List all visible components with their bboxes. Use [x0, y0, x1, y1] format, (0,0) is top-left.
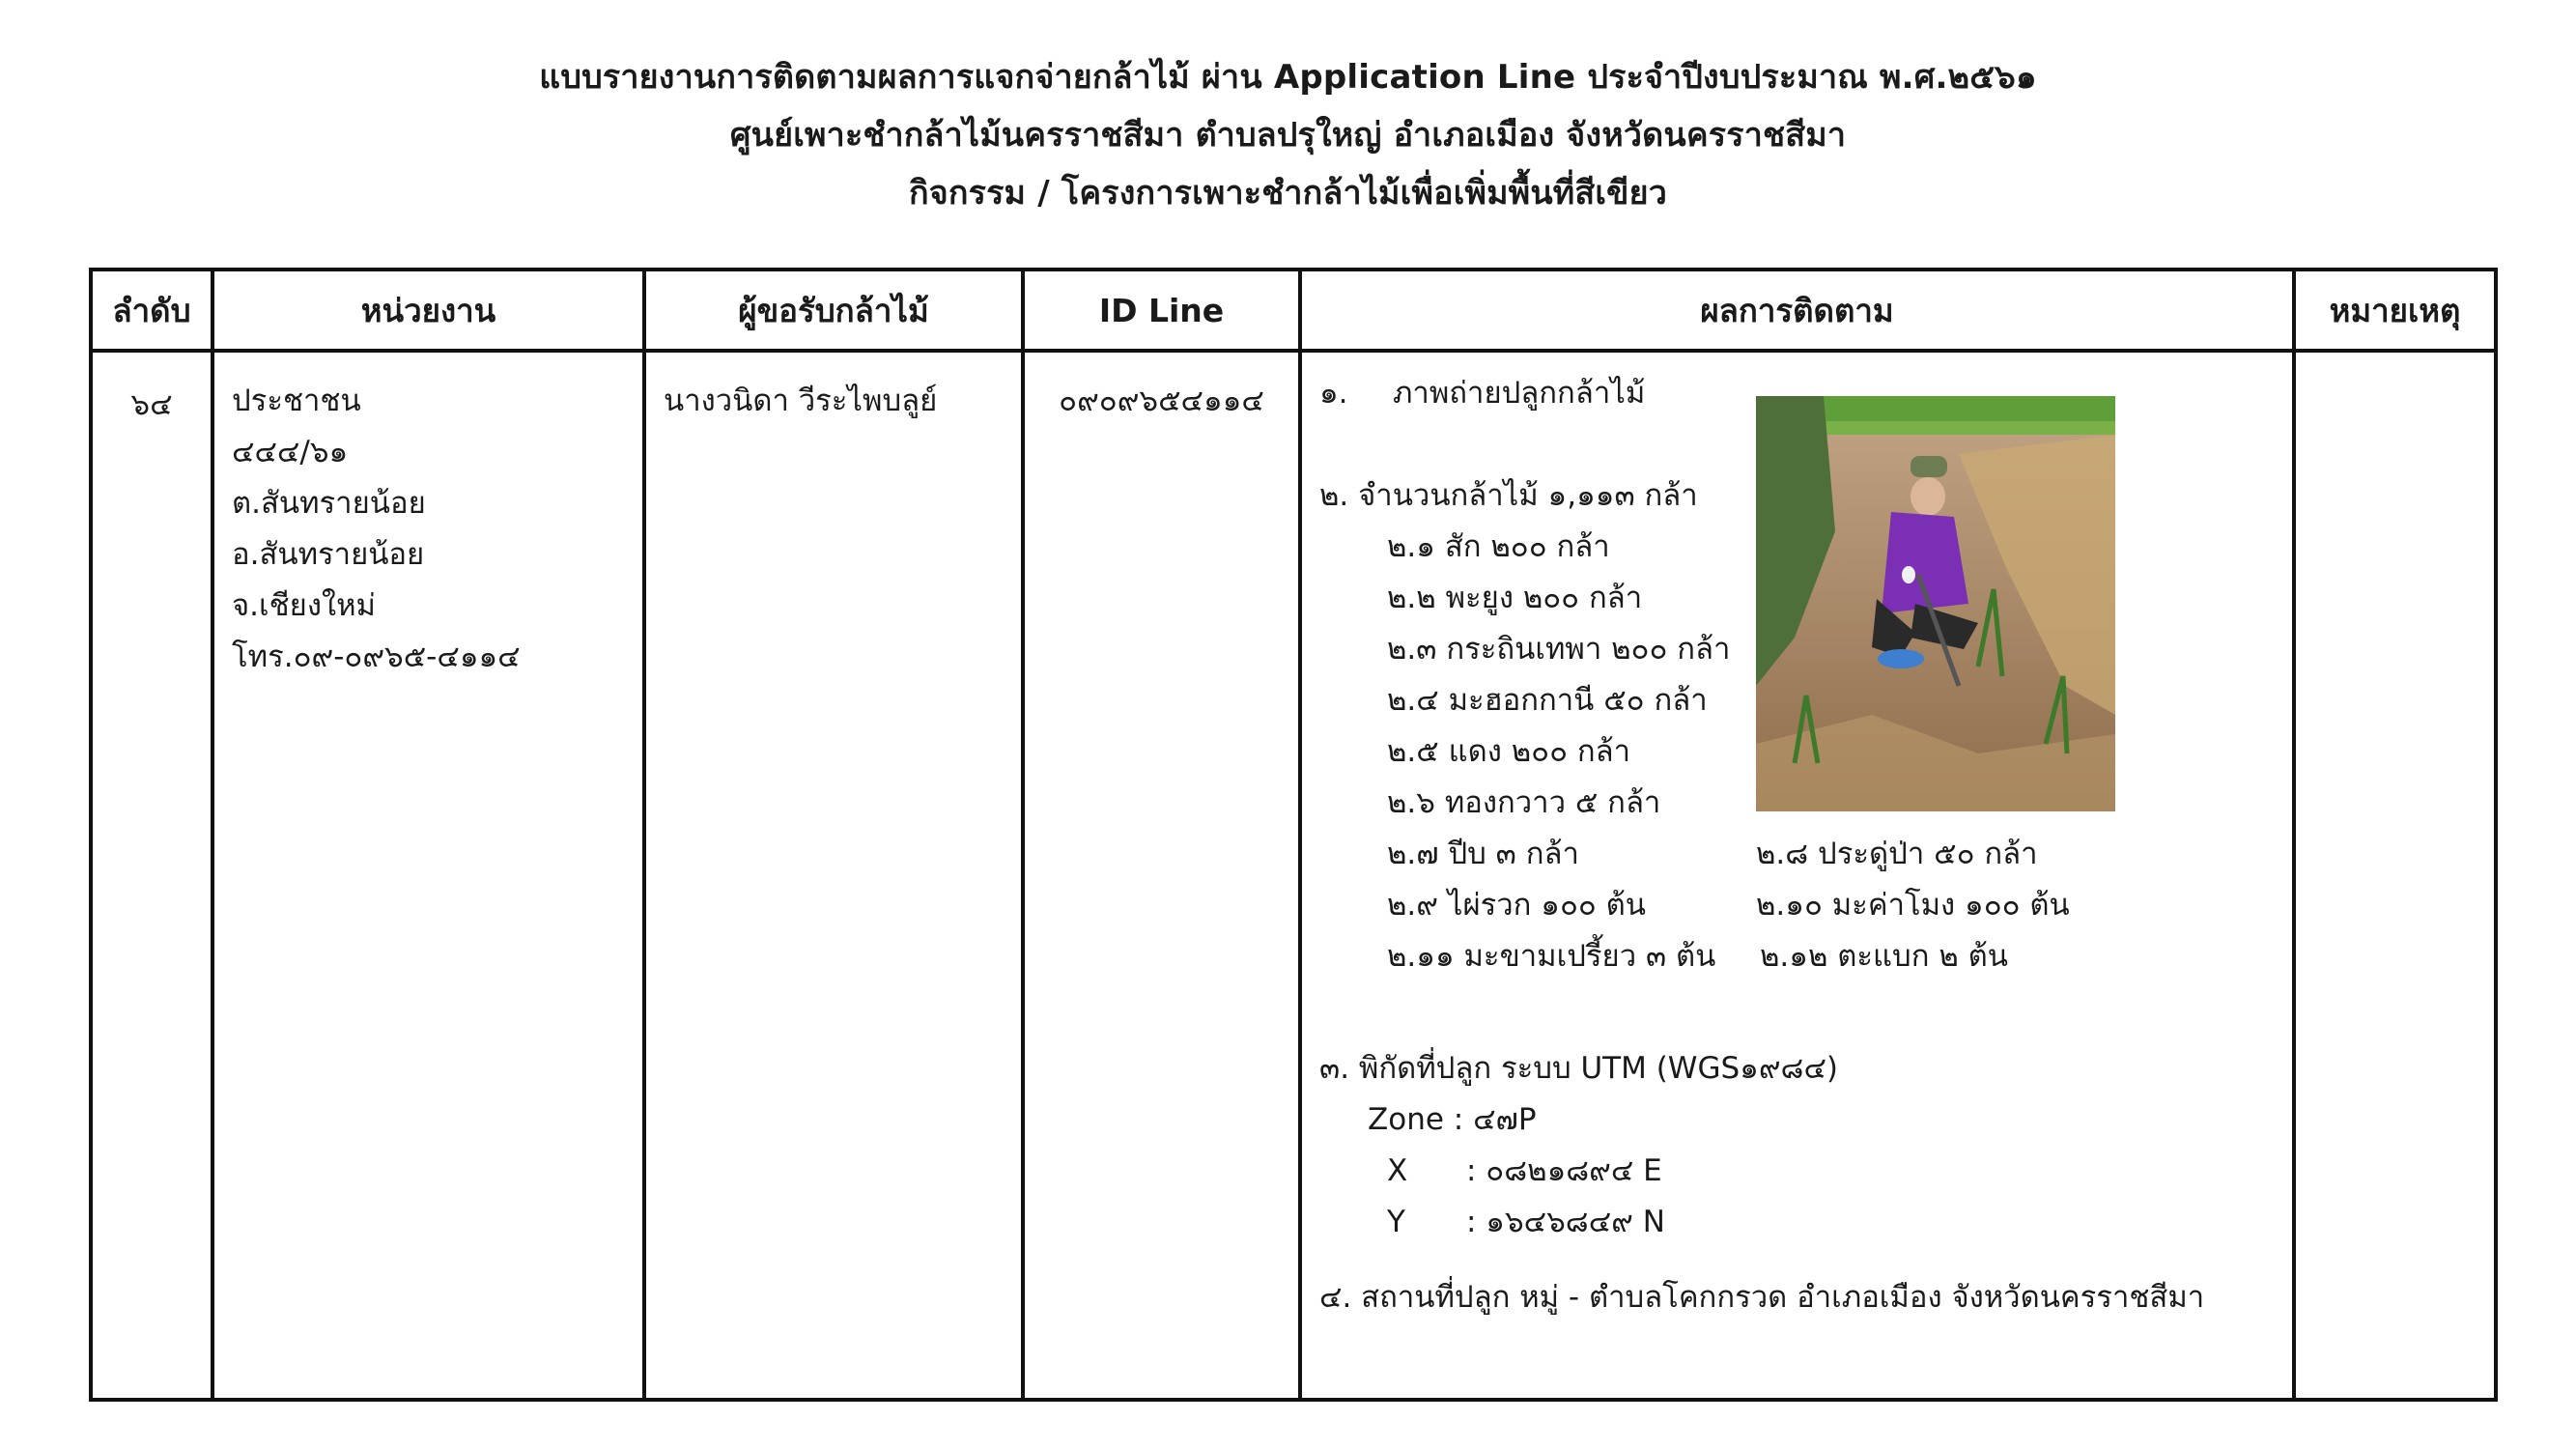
- utm-y-value: : ๑๖๔๖๘๔๙ N: [1466, 1205, 1665, 1239]
- cell-agency: [212, 351, 644, 1400]
- utm-y-label: Y: [1387, 1205, 1405, 1239]
- species-line: ๒.๙ ไผ่รวก ๑๐๐ ต้น: [1387, 888, 1646, 923]
- report-subtitle-center: ศูนย์เพาะชำกล้าไม้นครราชสีมา ตำบลปรุใหญ่ อำเภอเมือง จังหวัดนครราชสีมา: [729, 116, 1847, 155]
- species-line: ๒.๖ ทองกวาว ๕ กล้า: [1387, 785, 1661, 820]
- agency-phone: โทร.๐๙-๐๙๖๕-๔๑๑๔: [232, 639, 521, 674]
- agency-line: ประชาชน: [232, 384, 361, 418]
- utm-zone: Zone : ๔๗P: [1368, 1102, 1537, 1137]
- utm-x-value: : ๐๘๒๑๘๙๔ E: [1466, 1153, 1662, 1188]
- col-header-recipient: ผู้ขอรับกล้าไม้: [644, 270, 1023, 351]
- species-line: ๒.๕ แดง ๒๐๐ กล้า: [1387, 734, 1631, 769]
- col-header-agency: หน่วยงาน: [212, 270, 644, 351]
- cell-id-line: [1023, 351, 1300, 1400]
- result-item1-num: ๑.: [1319, 376, 1348, 411]
- col-header-id-line: ID Line: [1023, 270, 1300, 351]
- species-line: ๒.๗ ปีบ ๓ กล้า: [1387, 837, 1579, 871]
- agency-line: จ.เชียงใหม่: [232, 588, 376, 623]
- table-row: [91, 351, 2496, 1400]
- result-item4-location: ๔. สถานที่ปลูก หมู่ - ตำบลโคกกรวด อำเภอเมือง จังหวัดนครราชสีมา: [1319, 1280, 2205, 1315]
- species-line: ๒.๑๑ มะขามเปรี้ยว ๓ ต้น: [1387, 939, 1716, 974]
- species-line: ๒.๔ มะฮอกกานี ๕๐ กล้า: [1387, 683, 1708, 718]
- species-line-right: ๒.๘ ประดู่ป่า ๕๐ กล้า: [1756, 837, 2038, 871]
- result-item2-title: ๒. จำนวนกล้าไม้ ๑,๑๑๓ กล้า: [1319, 478, 1698, 513]
- report-subtitle-project: กิจกรรม / โครงการเพาะชำกล้าไม้เพื่อเพิ่มพื้นที่สีเขียว: [908, 174, 1668, 213]
- agency-line: ต.สันทรายน้อย: [232, 486, 426, 521]
- table-header-row: [91, 270, 2496, 351]
- cell-result: [1300, 351, 2294, 1400]
- utm-x-label: X: [1387, 1153, 1408, 1188]
- species-line: ๒.๓ กระถินเทพา ๒๐๐ กล้า: [1387, 632, 1731, 667]
- agency-line: ๔๔๔/๖๑: [232, 435, 349, 469]
- col-header-result: ผลการติดตาม: [1300, 270, 2294, 351]
- result-item1-label: ภาพถ่ายปลูกกล้าไม้: [1393, 376, 1646, 411]
- col-header-seq: ลำดับ: [91, 270, 212, 351]
- id-line-value: ๐๙๐๙๖๕๔๑๑๔: [1059, 384, 1264, 418]
- species-line: ๒.๑ สัก ๒๐๐ กล้า: [1387, 529, 1610, 564]
- cell-recipient: [644, 351, 1023, 1400]
- report-table: [89, 268, 2498, 1402]
- cell-seq: ๖๔: [91, 351, 212, 1400]
- report-title: แบบรายงานการติดตามผลการแจกจ่ายกล้าไม้ ผ่าน Application Line ประจำปีงบประมาณ พ.ศ.๒๕๖๑: [539, 58, 2037, 97]
- col-header-remark: หมายเหตุ: [2294, 270, 2496, 351]
- recipient-name: นางวนิดา วีระไพบลูย์: [664, 384, 938, 418]
- species-line-right: ๒.๑๐ มะค่าโมง ๑๐๐ ต้น: [1756, 888, 2070, 923]
- planting-photo: [1756, 396, 2115, 811]
- result-item3-title: ๓. พิกัดที่ปลูก ระบบ UTM (WGS๑๙๘๔): [1319, 1051, 1839, 1086]
- species-line: ๒.๒ พะยูง ๒๐๐ กล้า: [1387, 581, 1643, 615]
- agency-line: อ.สันทรายน้อย: [232, 537, 425, 572]
- cell-remark: [2294, 351, 2496, 1400]
- species-line-right: ๒.๑๒ ตะแบก ๒ ต้น: [1760, 939, 2008, 974]
